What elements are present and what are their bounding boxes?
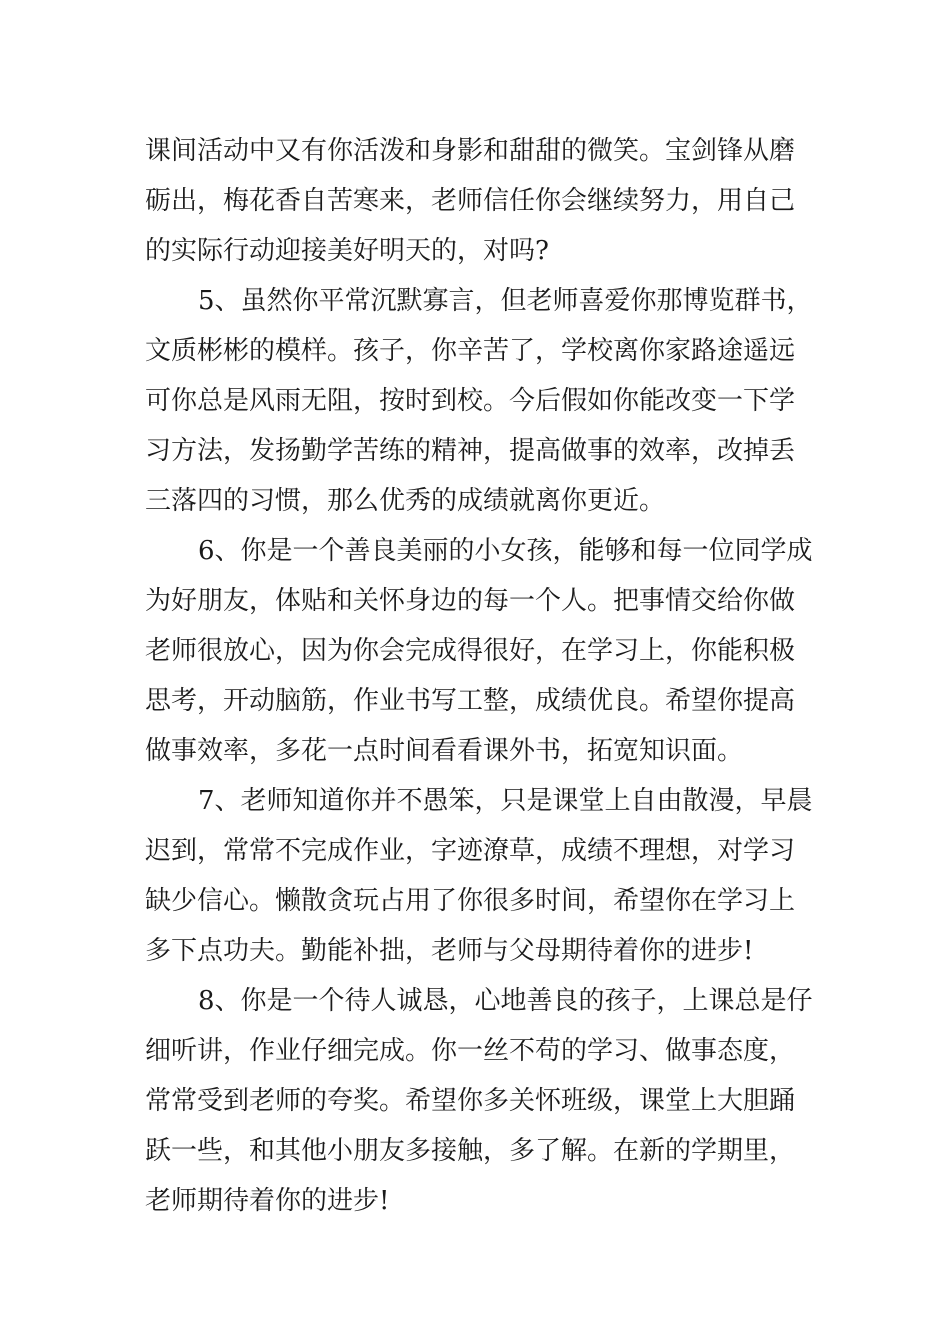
text-line: 的实际行动迎接美好明天的，对吗? <box>145 236 549 266</box>
text-line: 思考，开动脑筋，作业书写工整，成绩优良。希望你提高 <box>145 686 796 716</box>
text-line: 常常受到老师的夸奖。希望你多关怀班级，课堂上大胆踊 <box>145 1086 796 1116</box>
text-line: 三落四的习惯，那么优秀的成绩就离你更近。 <box>145 486 666 516</box>
paragraph-continuation <box>145 126 810 276</box>
paragraph-comment-5 <box>145 276 813 526</box>
text-line: 为好朋友，体贴和关怀身边的每一个人。把事情交给你做 <box>145 586 796 616</box>
text-line: 6、你是一个善良美丽的小女孩，能够和每一位同学成 <box>198 536 813 566</box>
text-line: 细听讲，作业仔细完成。你一丝不苟的学习、做事态度， <box>145 1036 796 1066</box>
text-line: 可你总是风雨无阻，按时到校。今后假如你能改变一下学 <box>145 386 796 416</box>
text-line: 多下点功夫。勤能补拙，老师与父母期待着你的进步! <box>145 936 754 966</box>
text-line: 7、老师知道你并不愚笨，只是课堂上自由散漫，早晨 <box>198 786 813 816</box>
paragraph-comment-8 <box>145 976 813 1226</box>
text-line: 做事效率，多花一点时间看看课外书，拓宽知识面。 <box>145 736 744 766</box>
text-line: 砺出，梅花香自苦寒来，老师信任你会继续努力，用自己 <box>145 186 796 216</box>
paragraph-comment-6 <box>145 526 813 776</box>
paragraph-comment-7 <box>145 776 813 976</box>
document-body <box>145 126 813 1226</box>
text-line: 缺少信心。懒散贪玩占用了你很多时间，希望你在学习上 <box>145 886 796 916</box>
text-line: 课间活动中又有你活泼和身影和甜甜的微笑。宝剑锋从磨 <box>145 136 796 166</box>
text-line: 迟到，常常不完成作业，字迹潦草，成绩不理想，对学习 <box>145 836 796 866</box>
text-line: 老师很放心，因为你会完成得很好，在学习上，你能积极 <box>145 636 796 666</box>
text-line: 文质彬彬的模样。孩子，你辛苦了，学校离你家路途遥远 <box>145 336 796 366</box>
text-line: 8、你是一个待人诚恳，心地善良的孩子，上课总是仔 <box>198 986 813 1016</box>
text-line: 跃一些，和其他小朋友多接触，多了解。在新的学期里， <box>145 1136 796 1166</box>
text-line: 习方法，发扬勤学苦练的精神，提高做事的效率，改掉丢 <box>145 436 796 466</box>
text-line: 老师期待着你的进步! <box>145 1186 390 1216</box>
text-line: 5、虽然你平常沉默寡言，但老师喜爱你那博览群书， <box>198 286 813 316</box>
